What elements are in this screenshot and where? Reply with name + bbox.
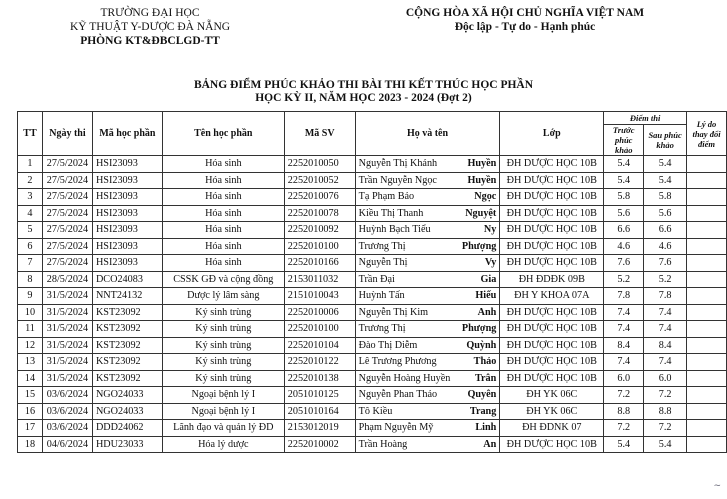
- given-name: Phượng: [461, 240, 497, 252]
- table-row: [18, 189, 727, 206]
- cell-tt: 3: [18, 189, 43, 206]
- cell-course-code: KST23092: [92, 321, 162, 338]
- cell-date: 27/5/2024: [42, 189, 92, 206]
- cell-date: 27/5/2024: [42, 238, 92, 255]
- cell-class: ĐH DƯỢC HỌC 10B: [500, 337, 604, 354]
- cell-class: ĐH YK 06C: [500, 403, 604, 420]
- cell-full-name: [355, 420, 500, 437]
- country-name: CỘNG HÒA XÃ HỘI CHỦ NGHĨA VIỆT NAM: [405, 7, 645, 19]
- cell-score-after: 7.4: [644, 354, 687, 371]
- cell-course-code: DDD24062: [92, 420, 162, 437]
- cell-full-name: [355, 436, 500, 453]
- cell-course-name: Hóa sinh: [162, 205, 284, 222]
- cell-score-before: 8.4: [604, 337, 644, 354]
- table-row: [18, 156, 727, 173]
- surname: Nguyễn Thị Kim: [358, 306, 429, 318]
- cell-score-before: 6.0: [604, 370, 644, 387]
- surname: Huỳnh Tấn: [358, 290, 405, 302]
- cell-course-name: Hóa sinh: [162, 156, 284, 173]
- cell-reason: [687, 222, 727, 239]
- cell-score-after: 7.2: [644, 387, 687, 404]
- surname: Đào Thị Diễm: [358, 339, 418, 351]
- cell-tt: 1: [18, 156, 43, 173]
- cell-course-code: NGO24033: [92, 387, 162, 404]
- cell-full-name: [355, 387, 500, 404]
- table-row: [18, 304, 727, 321]
- cell-reason: [687, 304, 727, 321]
- cell-score-after: 8.8: [644, 403, 687, 420]
- cell-course-code: HSI23093: [92, 172, 162, 189]
- cell-reason: [687, 271, 727, 288]
- cell-course-code: NNT24132: [92, 288, 162, 305]
- cell-score-after: 7.2: [644, 420, 687, 437]
- cell-full-name: [355, 288, 500, 305]
- cell-score-after: 6.0: [644, 370, 687, 387]
- cell-class: ĐH DƯỢC HỌC 10B: [500, 255, 604, 272]
- cell-reason: [687, 387, 727, 404]
- cell-tt: 12: [18, 337, 43, 354]
- cell-score-before: 7.8: [604, 288, 644, 305]
- table-row: [18, 205, 727, 222]
- cell-tt: 11: [18, 321, 43, 338]
- cell-score-before: 8.8: [604, 403, 644, 420]
- header-course-code: Mã học phần: [92, 112, 162, 156]
- cell-score-before: 6.6: [604, 222, 644, 239]
- cell-student-id: 2252010002: [284, 436, 355, 453]
- cell-class: ĐH DƯỢC HỌC 10B: [500, 370, 604, 387]
- surname: Trương Thị: [358, 323, 406, 335]
- cell-course-code: HDU23033: [92, 436, 162, 453]
- cell-class: ĐH DƯỢC HỌC 10B: [500, 238, 604, 255]
- surname: Nguyễn Thị Khánh: [358, 158, 438, 170]
- cell-score-before: 5.4: [604, 172, 644, 189]
- cell-tt: 7: [18, 255, 43, 272]
- cell-full-name: [355, 205, 500, 222]
- cell-course-code: KST23092: [92, 304, 162, 321]
- surname: Nguyễn Thị: [358, 257, 408, 269]
- cell-reason: [687, 436, 727, 453]
- cell-date: 31/5/2024: [42, 288, 92, 305]
- cell-student-id: 2252010100: [284, 238, 355, 255]
- cell-score-before: 5.6: [604, 205, 644, 222]
- surname: Nguyễn Phan Thảo: [358, 389, 438, 401]
- cell-full-name: [355, 321, 500, 338]
- cell-score-after: 5.8: [644, 189, 687, 206]
- cell-course-code: HSI23093: [92, 255, 162, 272]
- institution-line-1: TRƯỜNG ĐẠI HỌC: [100, 7, 200, 19]
- cell-tt: 15: [18, 387, 43, 404]
- cell-class: ĐH DƯỢC HỌC 10B: [500, 156, 604, 173]
- cell-class: ĐH ĐDNK 07: [500, 420, 604, 437]
- cell-full-name: [355, 403, 500, 420]
- header-date: Ngày thi: [42, 112, 92, 156]
- surname: Huỳnh Bạch Tiểu: [358, 224, 431, 236]
- cell-course-code: HSI23093: [92, 222, 162, 239]
- cell-reason: [687, 156, 727, 173]
- table-row: [18, 172, 727, 189]
- cell-tt: 4: [18, 205, 43, 222]
- cell-class: ĐH DƯỢC HỌC 10B: [500, 436, 604, 453]
- given-name: Hiếu: [475, 290, 497, 302]
- cell-reason: [687, 403, 727, 420]
- cell-student-id: 2252010100: [284, 321, 355, 338]
- cell-reason: [687, 238, 727, 255]
- cell-course-code: DCO24083: [92, 271, 162, 288]
- given-name: Quỳnh: [466, 339, 497, 351]
- cell-score-after: 5.2: [644, 271, 687, 288]
- cell-date: 31/5/2024: [42, 370, 92, 387]
- cell-score-after: 5.4: [644, 156, 687, 173]
- header-reason: Lý do thay đổi điểm: [687, 112, 727, 156]
- cell-tt: 5: [18, 222, 43, 239]
- surname: Nguyễn Hoàng Huyền: [358, 372, 451, 384]
- cell-course-name: Ký sinh trùng: [162, 304, 284, 321]
- cell-date: 27/5/2024: [42, 255, 92, 272]
- cell-score-before: 5.8: [604, 189, 644, 206]
- table-row: [18, 337, 727, 354]
- cell-tt: 17: [18, 420, 43, 437]
- cell-student-id: 2153012019: [284, 420, 355, 437]
- cell-date: 03/6/2024: [42, 420, 92, 437]
- table-row: [18, 354, 727, 371]
- surname: Trần Đại: [358, 273, 395, 285]
- given-name: Huyền: [467, 158, 497, 170]
- score-table: [17, 111, 727, 453]
- cell-course-code: KST23092: [92, 354, 162, 371]
- cell-class: ĐH DƯỢC HỌC 10B: [500, 222, 604, 239]
- cell-course-name: Hóa sinh: [162, 255, 284, 272]
- given-name: Huyền: [467, 174, 497, 186]
- given-name: Trân: [475, 372, 497, 384]
- cell-reason: [687, 337, 727, 354]
- cell-reason: [687, 255, 727, 272]
- given-name: Ny: [483, 224, 497, 236]
- cell-course-name: Hóa sinh: [162, 189, 284, 206]
- cell-full-name: [355, 222, 500, 239]
- cell-full-name: [355, 304, 500, 321]
- cell-reason: [687, 288, 727, 305]
- cell-full-name: [355, 337, 500, 354]
- cell-course-name: Ký sinh trùng: [162, 321, 284, 338]
- cell-tt: 13: [18, 354, 43, 371]
- cell-score-after: 7.8: [644, 288, 687, 305]
- cell-reason: [687, 354, 727, 371]
- document-subtitle: HỌC KỲ II, NĂM HỌC 2023 - 2024 (Đợt 2): [255, 92, 472, 104]
- cell-course-name: Ký sinh trùng: [162, 370, 284, 387]
- cell-score-before: 7.6: [604, 255, 644, 272]
- cell-student-id: 2252010104: [284, 337, 355, 354]
- cell-score-after: 5.4: [644, 436, 687, 453]
- cell-date: 31/5/2024: [42, 354, 92, 371]
- cell-student-id: 2252010122: [284, 354, 355, 371]
- cell-score-before: 5.2: [604, 271, 644, 288]
- header-full-name: Họ và tên: [355, 112, 500, 156]
- surname: Tô Kiều: [358, 405, 393, 417]
- given-name: Trang: [469, 405, 497, 417]
- table-row: [18, 403, 727, 420]
- cell-class: ĐH DƯỢC HỌC 10B: [500, 304, 604, 321]
- cell-date: 03/6/2024: [42, 403, 92, 420]
- cell-reason: [687, 172, 727, 189]
- cell-course-code: KST23092: [92, 370, 162, 387]
- table-row: [18, 387, 727, 404]
- cell-full-name: [355, 271, 500, 288]
- cell-score-after: 5.4: [644, 172, 687, 189]
- surname: Kiều Thị Thanh: [358, 207, 424, 219]
- given-name: Gia: [480, 273, 497, 285]
- surname: Phạm Nguyễn Mỹ: [358, 422, 434, 434]
- cell-tt: 18: [18, 436, 43, 453]
- cell-reason: [687, 205, 727, 222]
- cell-score-after: 6.6: [644, 222, 687, 239]
- cell-full-name: [355, 172, 500, 189]
- cell-reason: [687, 189, 727, 206]
- national-header: [375, 6, 675, 34]
- cell-date: 31/5/2024: [42, 304, 92, 321]
- cell-score-before: 7.2: [604, 420, 644, 437]
- header-score-group: Điểm thi: [604, 112, 687, 125]
- given-name: Vy: [484, 257, 497, 269]
- cell-course-code: HSI23093: [92, 156, 162, 173]
- national-motto: Độc lập - Tự do - Hạnh phúc: [454, 21, 596, 33]
- cell-course-code: NGO24033: [92, 403, 162, 420]
- cell-student-id: 2252010076: [284, 189, 355, 206]
- cell-student-id: 2252010050: [284, 156, 355, 173]
- cell-score-after: 7.6: [644, 255, 687, 272]
- cell-full-name: [355, 189, 500, 206]
- cell-course-name: Hóa sinh: [162, 222, 284, 239]
- cell-class: ĐH Y KHOA 07A: [500, 288, 604, 305]
- cell-course-name: Hóa sinh: [162, 238, 284, 255]
- table-row: [18, 321, 727, 338]
- cell-tt: 14: [18, 370, 43, 387]
- cell-score-before: 7.4: [604, 321, 644, 338]
- cell-full-name: [355, 255, 500, 272]
- document-title: BẢNG ĐIỂM PHÚC KHẢO THI BÀI THI KẾT THÚC HỌC PHẦN: [193, 79, 534, 91]
- cell-course-code: KST23092: [92, 337, 162, 354]
- cell-class: ĐH ĐDĐK 09B: [500, 271, 604, 288]
- cell-course-name: CSSK GĐ và cộng đồng: [162, 271, 284, 288]
- cell-score-after: 7.4: [644, 304, 687, 321]
- cell-course-name: Ngoại bệnh lý I: [162, 387, 284, 404]
- cell-student-id: 2252010138: [284, 370, 355, 387]
- table-row: [18, 370, 727, 387]
- cell-course-name: Hóa sinh: [162, 172, 284, 189]
- given-name: Ngọc: [474, 191, 497, 203]
- cell-tt: 16: [18, 403, 43, 420]
- table-body: [18, 156, 727, 453]
- cell-full-name: [355, 156, 500, 173]
- header-course-name: Tên học phần: [162, 112, 284, 156]
- surname: Tạ Phạm Bảo: [358, 191, 415, 203]
- given-name: Phượng: [461, 323, 497, 335]
- given-name: Quyên: [467, 389, 497, 401]
- given-name: Nguyệt: [465, 207, 497, 219]
- cell-student-id: 2051010164: [284, 403, 355, 420]
- cell-score-before: 7.2: [604, 387, 644, 404]
- header-student-id: Mã SV: [284, 112, 355, 156]
- cell-date: 31/5/2024: [42, 321, 92, 338]
- cell-tt: 2: [18, 172, 43, 189]
- cell-course-name: Hóa lý dược: [162, 436, 284, 453]
- cell-score-after: 7.4: [644, 321, 687, 338]
- cell-date: 28/5/2024: [42, 271, 92, 288]
- cell-score-after: 4.6: [644, 238, 687, 255]
- cell-tt: 8: [18, 271, 43, 288]
- cell-tt: 6: [18, 238, 43, 255]
- cell-course-code: HSI23093: [92, 238, 162, 255]
- cell-class: ĐH DƯỢC HỌC 10B: [500, 354, 604, 371]
- signature-mark: ~: [713, 481, 721, 491]
- cell-date: 27/5/2024: [42, 205, 92, 222]
- cell-date: 27/5/2024: [42, 222, 92, 239]
- cell-class: ĐH DƯỢC HỌC 10B: [500, 172, 604, 189]
- surname: Lê Trương Phương: [358, 356, 437, 368]
- cell-tt: 9: [18, 288, 43, 305]
- cell-student-id: 2252010006: [284, 304, 355, 321]
- given-name: Thảo: [473, 356, 497, 368]
- cell-date: 31/5/2024: [42, 337, 92, 354]
- cell-class: ĐH DƯỢC HỌC 10B: [500, 321, 604, 338]
- table-row: [18, 222, 727, 239]
- cell-score-after: 8.4: [644, 337, 687, 354]
- cell-reason: [687, 321, 727, 338]
- cell-course-name: Dược lý lâm sàng: [162, 288, 284, 305]
- table-row: [18, 255, 727, 272]
- header-after-review: Sau phúc khảo: [644, 125, 687, 156]
- header-tt: TT: [18, 112, 43, 156]
- cell-full-name: [355, 370, 500, 387]
- department-name: PHÒNG KT&ĐBCLGD-TT: [80, 35, 220, 47]
- cell-course-code: HSI23093: [92, 189, 162, 206]
- surname: Trần Hoàng: [358, 438, 408, 450]
- cell-course-code: HSI23093: [92, 205, 162, 222]
- cell-course-name: Ngoại bệnh lý I: [162, 403, 284, 420]
- given-name: Anh: [477, 306, 497, 318]
- cell-student-id: 2153011032: [284, 271, 355, 288]
- surname: Trương Thị: [358, 240, 406, 252]
- institution-header: [40, 6, 260, 48]
- cell-date: 04/6/2024: [42, 436, 92, 453]
- cell-student-id: 2252010092: [284, 222, 355, 239]
- table-row: [18, 271, 727, 288]
- cell-class: ĐH DƯỢC HỌC 10B: [500, 189, 604, 206]
- cell-student-id: 2252010078: [284, 205, 355, 222]
- cell-course-name: Ký sinh trùng: [162, 337, 284, 354]
- header-class: Lớp: [500, 112, 604, 156]
- cell-student-id: 2252010052: [284, 172, 355, 189]
- cell-reason: [687, 370, 727, 387]
- cell-date: 27/5/2024: [42, 172, 92, 189]
- cell-student-id: 2151010043: [284, 288, 355, 305]
- cell-score-before: 4.6: [604, 238, 644, 255]
- table-row: [18, 288, 727, 305]
- cell-score-before: 7.4: [604, 354, 644, 371]
- cell-score-before: 7.4: [604, 304, 644, 321]
- table-row: [18, 420, 727, 437]
- cell-score-before: 5.4: [604, 156, 644, 173]
- cell-full-name: [355, 238, 500, 255]
- cell-date: 03/6/2024: [42, 387, 92, 404]
- institution-line-2: KỸ THUẬT Y-DƯỢC ĐÀ NẴNG: [69, 21, 231, 33]
- table-row: [18, 436, 727, 453]
- cell-score-after: 5.6: [644, 205, 687, 222]
- cell-reason: [687, 420, 727, 437]
- surname: Trần Nguyễn Ngọc: [358, 174, 437, 186]
- cell-course-name: Ký sinh trùng: [162, 354, 284, 371]
- table-row: [18, 238, 727, 255]
- cell-course-name: Lãnh đạo và quản lý ĐD: [162, 420, 284, 437]
- cell-class: ĐH YK 06C: [500, 387, 604, 404]
- given-name: Linh: [475, 422, 497, 434]
- cell-score-before: 5.4: [604, 436, 644, 453]
- cell-class: ĐH DƯỢC HỌC 10B: [500, 205, 604, 222]
- header-before-review: Trước phúc khảo: [604, 125, 644, 156]
- cell-date: 27/5/2024: [42, 156, 92, 173]
- given-name: An: [483, 438, 497, 450]
- cell-full-name: [355, 354, 500, 371]
- cell-student-id: 2051010125: [284, 387, 355, 404]
- cell-tt: 10: [18, 304, 43, 321]
- cell-student-id: 2252010166: [284, 255, 355, 272]
